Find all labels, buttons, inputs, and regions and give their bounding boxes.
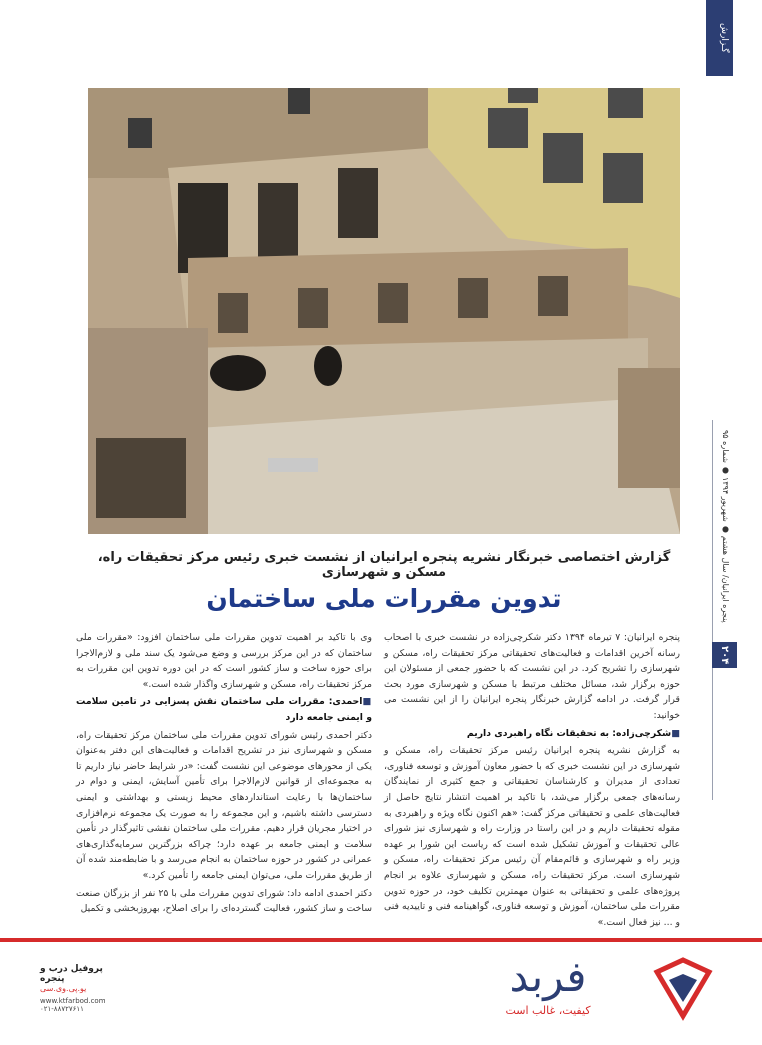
section-tab bbox=[706, 0, 733, 76]
issue-info: پنجره ایرانیان/ سال هشتم ● شهریور ۱۳۹۴ ● شماره ۹۵ bbox=[721, 430, 730, 623]
paragraph: به گزارش نشریه پنجره ایرانیان رئیس مرکز تحقیقات راه، مسکن و شهرسازی در این نشست خبری که با حضور معاون آموزش و توسعه فناوری، تعدادی از مدیران و کارشناسان تحقیقاتی و جمع کثیری از نمایندگان رسانه‌های جمعی برگزار می‌شد، با تاکید بر اهمیت انتشار نتایج حاصل از فعالیت‌های علمی و تحقیقاتی مرکز گفت: «هم اکنون نگاه ویژه و راهبردی به مقوله تحقیقات داریم و در این راستا در وزارت راه و شهرسازی نیز شورای عالی تحقیقات و آموزش تشکیل شده است که ریاست این شورا بر عهده وزیر راه و شهرسازی و قائم‌مقام آن رئیس مرکز تحقیقات راه، مسکن و شهرسازی است. مرکز تحقیقات راه، مسکن و شهرسازی علاوه بر انجام پروژه‌های علمی و تحقیقاتی به عنوان مهمترین تکلیف خود، در حوزه تدوین مقررات ملی ساختمان، آموزش و توسعه فناوری، گواهینامه فنی و تاییدیه فنی و ... نیز فعال است.» bbox=[384, 745, 680, 928]
paragraph: وی با تاکید بر اهمیت تدوین مقررات ملی ساختمان افزود: «مقررات ملی ساختمان که در این مرکز بررسی و وضع می‌شود یک سند ملی و لازم‌الاجرا برای حوزه ساخت و ساز کشور است که در این دوره تدوین این مقررات به مرکز تحقیقات راه، مسکن و شهرسازی واگذار شده است.» bbox=[76, 632, 372, 690]
section-heading: ■ شکرچی‌زاده: به تحقیقات نگاه راهبردی داریم bbox=[384, 726, 680, 742]
advertisement bbox=[0, 942, 762, 1045]
column-left bbox=[76, 630, 372, 919]
paragraph: دکتر احمدی ادامه داد: شورای تدوین مقررات ملی با ۲۵ نفر از بزرگان صنعت ساخت و ساز کشور، فعالیت گسترده‌ای را برای اصلاح، بهروزبخشی و تکمیل bbox=[76, 887, 372, 915]
brand-block bbox=[448, 952, 718, 1032]
section-tab-label: گـزارش bbox=[719, 23, 729, 53]
article-title: تدوین مقررات ملی ساختمان bbox=[206, 584, 562, 613]
article-photo bbox=[88, 88, 680, 534]
section-heading: ■ احمدی: مقررات ملی ساختمان نقش پسزایی در تامین سلامت و ایمنی جامعه دارد bbox=[76, 694, 372, 725]
ad-product-line: پروفیل درب و پنجره bbox=[40, 964, 103, 984]
brand-name: فربد bbox=[509, 952, 587, 1001]
paragraph: دکتر احمدی رئیس شورای تدوین مقررات ملی ساختمان مرکز تحقیقات راه، مسکن و شهرسازی نیز در تشریح اقدامات و فعالیت‌های این دفتر به‌عنوان یکی از محورهای موضوعی این نشست گفت: «در شرایط حاضر نیاز داریم تا به مجموعه‌ای از قوانین لازم‌الاجرا برای تأمین آسایش، ایمنی و دوام در ساختمان‌ها با رعایت استانداردهای محیط زیستی و بهداشتی و ایمنی دسترسی داشته باشیم، و این مجموعه را به صورت یک مجموعه نرم‌افزاری در اختیار مجریان قرار دهیم. مقررات ملی ساختمان نقشی تاثیرگذار در تأمین سلامت و ایمنی جامعه بر عهده دارد؛ چراکه بزرگترین سرمایه‌گذاری‌های عمرانی در کشور در حوزه ساختمان به انجام می‌رسد و با ضابطه‌مند شده آن از طریق مقررات ملی، می‌توان ایمنی جامعه را تأمین کرد.» bbox=[76, 729, 372, 881]
photo-illustration bbox=[88, 88, 680, 534]
ad-website: www.ktfarbod.com bbox=[40, 997, 106, 1005]
brand-slogan: کیفیت، غالب است bbox=[505, 1004, 591, 1017]
ad-side-info bbox=[40, 964, 118, 1034]
ad-material-line: یو.پی.وی.سی bbox=[40, 984, 87, 993]
column-right bbox=[384, 630, 680, 932]
article-subtitle: گزارش اختصاصی خبرنگار نشریه پنجره ایرانیان از نشست خبری رئیس مرکز تحقیقات راه، مسکن و شهرسازی bbox=[97, 550, 671, 580]
side-divider bbox=[712, 420, 713, 800]
ad-phone: ۰۲۱-۸۸۷۲۷۶۱۱ bbox=[40, 1005, 84, 1013]
page-number: ۲۰۴ bbox=[712, 642, 737, 668]
brand-logo-icon bbox=[653, 952, 713, 1022]
paragraph: پنجره ایرانیان: ۷ تیرماه ۱۳۹۴ دکتر شکرچی‌زاده در نشست خبری با اصحاب رسانه آخرین اقدامات و فعالیت‌های تحقیقاتی مرکز تحقیقات راه، مسکن و شهرسازی را تشریح کرد. در این نشست که با حضور جمعی از مسئولان این حوزه برگزار شد، مسائل مختلف مرتبط با مسکن و شهرسازی مورد بحث قرار گرفت. در ادامه گزارش خبرنگار پنجره ایرانیان را از این نشست می خوانید: bbox=[384, 632, 680, 721]
